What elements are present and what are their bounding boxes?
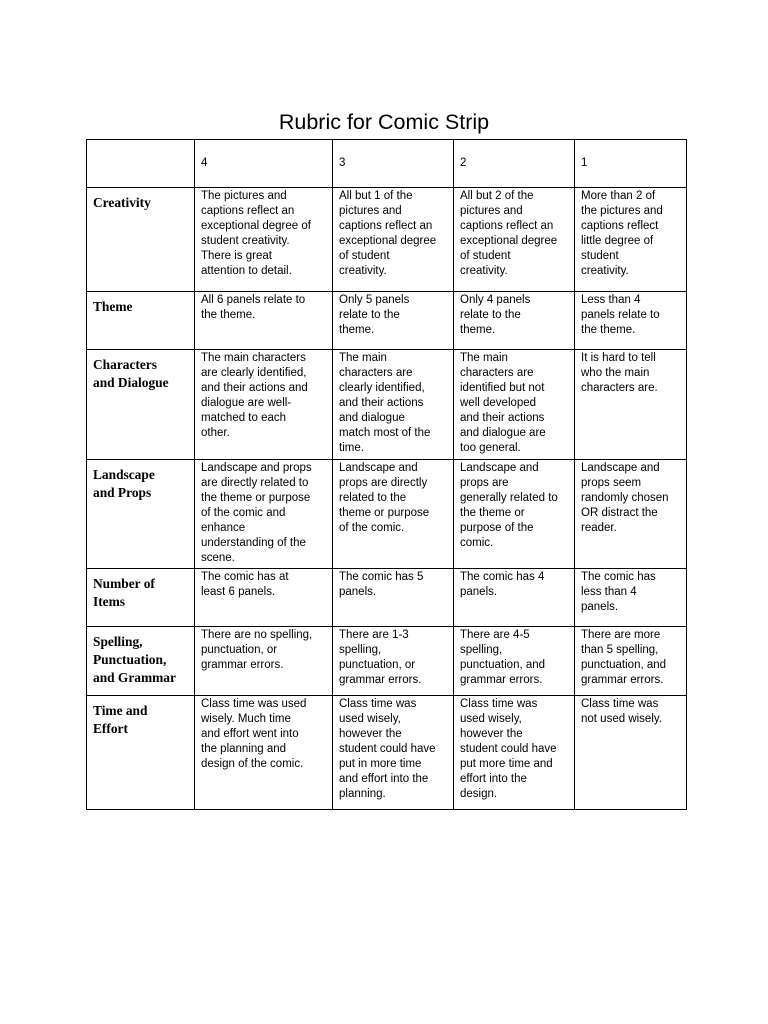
- rubric-row-time-effort: [87, 696, 687, 810]
- rubric-cell-score-1: Less than 4 panels relate to the theme.: [575, 292, 687, 350]
- rubric-cell-score-3: Class time was used wisely, however the student could have put in more time and effort into the planning.: [333, 696, 454, 810]
- rubric-cell-score-2: All but 2 of the pictures and captions reflect an exceptional degree of student creativity.: [454, 188, 575, 292]
- header-cell-blank: [87, 140, 195, 188]
- rubric-row-number-of-items: [87, 569, 687, 627]
- rubric-cell-score-3: There are 1-3 spelling, punctuation, or grammar errors.: [333, 627, 454, 696]
- rubric-cell-score-4: There are no spelling, punctuation, or grammar errors.: [195, 627, 333, 696]
- rubric-header-row: [87, 140, 687, 188]
- header-cell-score-3: 3: [333, 140, 454, 188]
- criterion-label: Number of Items: [87, 569, 195, 627]
- page-title: Rubric for Comic Strip: [278, 110, 490, 134]
- rubric-row-spelling-grammar: [87, 627, 687, 696]
- criterion-label: Time and Effort: [87, 696, 195, 810]
- rubric-cell-score-2: The comic has 4 panels.: [454, 569, 575, 627]
- rubric-cell-score-3: Landscape and props are directly related to the theme or purpose of the comic.: [333, 460, 454, 569]
- criterion-label: Spelling, Punctuation, and Grammar: [87, 627, 195, 696]
- rubric-cell-score-4: The comic has at least 6 panels.: [195, 569, 333, 627]
- rubric-cell-score-4: Class time was used wisely. Much time and effort went into the planning and design of the comic.: [195, 696, 333, 810]
- rubric-cell-score-1: More than 2 of the pictures and captions reflect little degree of student creativity.: [575, 188, 687, 292]
- criterion-label: Landscape and Props: [87, 460, 195, 569]
- rubric-cell-score-2: Landscape and props are generally related to the theme or purpose of the comic.: [454, 460, 575, 569]
- criterion-label: Theme: [87, 292, 195, 350]
- rubric-cell-score-2: Only 4 panels relate to the theme.: [454, 292, 575, 350]
- rubric-cell-score-2: Class time was used wisely, however the student could have put more time and effort into the design.: [454, 696, 575, 810]
- rubric-cell-score-1: There are more than 5 spelling, punctuation, and grammar errors.: [575, 627, 687, 696]
- rubric-cell-score-4: All 6 panels relate to the theme.: [195, 292, 333, 350]
- rubric-row-characters-dialogue: [87, 350, 687, 460]
- rubric-row-landscape-props: [87, 460, 687, 569]
- rubric-cell-score-1: Landscape and props seem randomly chosen OR distract the reader.: [575, 460, 687, 569]
- rubric-cell-score-2: There are 4-5 spelling, punctuation, and grammar errors.: [454, 627, 575, 696]
- criterion-label: Characters and Dialogue: [87, 350, 195, 460]
- header-cell-score-1: 1: [575, 140, 687, 188]
- rubric-cell-score-3: The main characters are clearly identified, and their actions and dialogue match most of the time.: [333, 350, 454, 460]
- rubric-cell-score-1: It is hard to tell who the main characters are.: [575, 350, 687, 460]
- rubric-table: [86, 139, 687, 810]
- criterion-label: Creativity: [87, 188, 195, 292]
- rubric-cell-score-3: Only 5 panels relate to the theme.: [333, 292, 454, 350]
- header-cell-score-4: 4: [195, 140, 333, 188]
- rubric-row-theme: [87, 292, 687, 350]
- rubric-cell-score-3: All but 1 of the pictures and captions reflect an exceptional degree of student creativity.: [333, 188, 454, 292]
- rubric-cell-score-1: Class time was not used wisely.: [575, 696, 687, 810]
- rubric-cell-score-1: The comic has less than 4 panels.: [575, 569, 687, 627]
- rubric-cell-score-4: The pictures and captions reflect an exceptional degree of student creativity. There is great attention to detail.: [195, 188, 333, 292]
- header-cell-score-2: 2: [454, 140, 575, 188]
- rubric-cell-score-4: Landscape and props are directly related to the theme or purpose of the comic and enhance understanding of the scene.: [195, 460, 333, 569]
- rubric-cell-score-4: The main characters are clearly identified, and their actions and dialogue are well- matched to each other.: [195, 350, 333, 460]
- rubric-cell-score-2: The main characters are identified but not well developed and their actions and dialogue are too general.: [454, 350, 575, 460]
- rubric-cell-score-3: The comic has 5 panels.: [333, 569, 454, 627]
- rubric-row-creativity: [87, 188, 687, 292]
